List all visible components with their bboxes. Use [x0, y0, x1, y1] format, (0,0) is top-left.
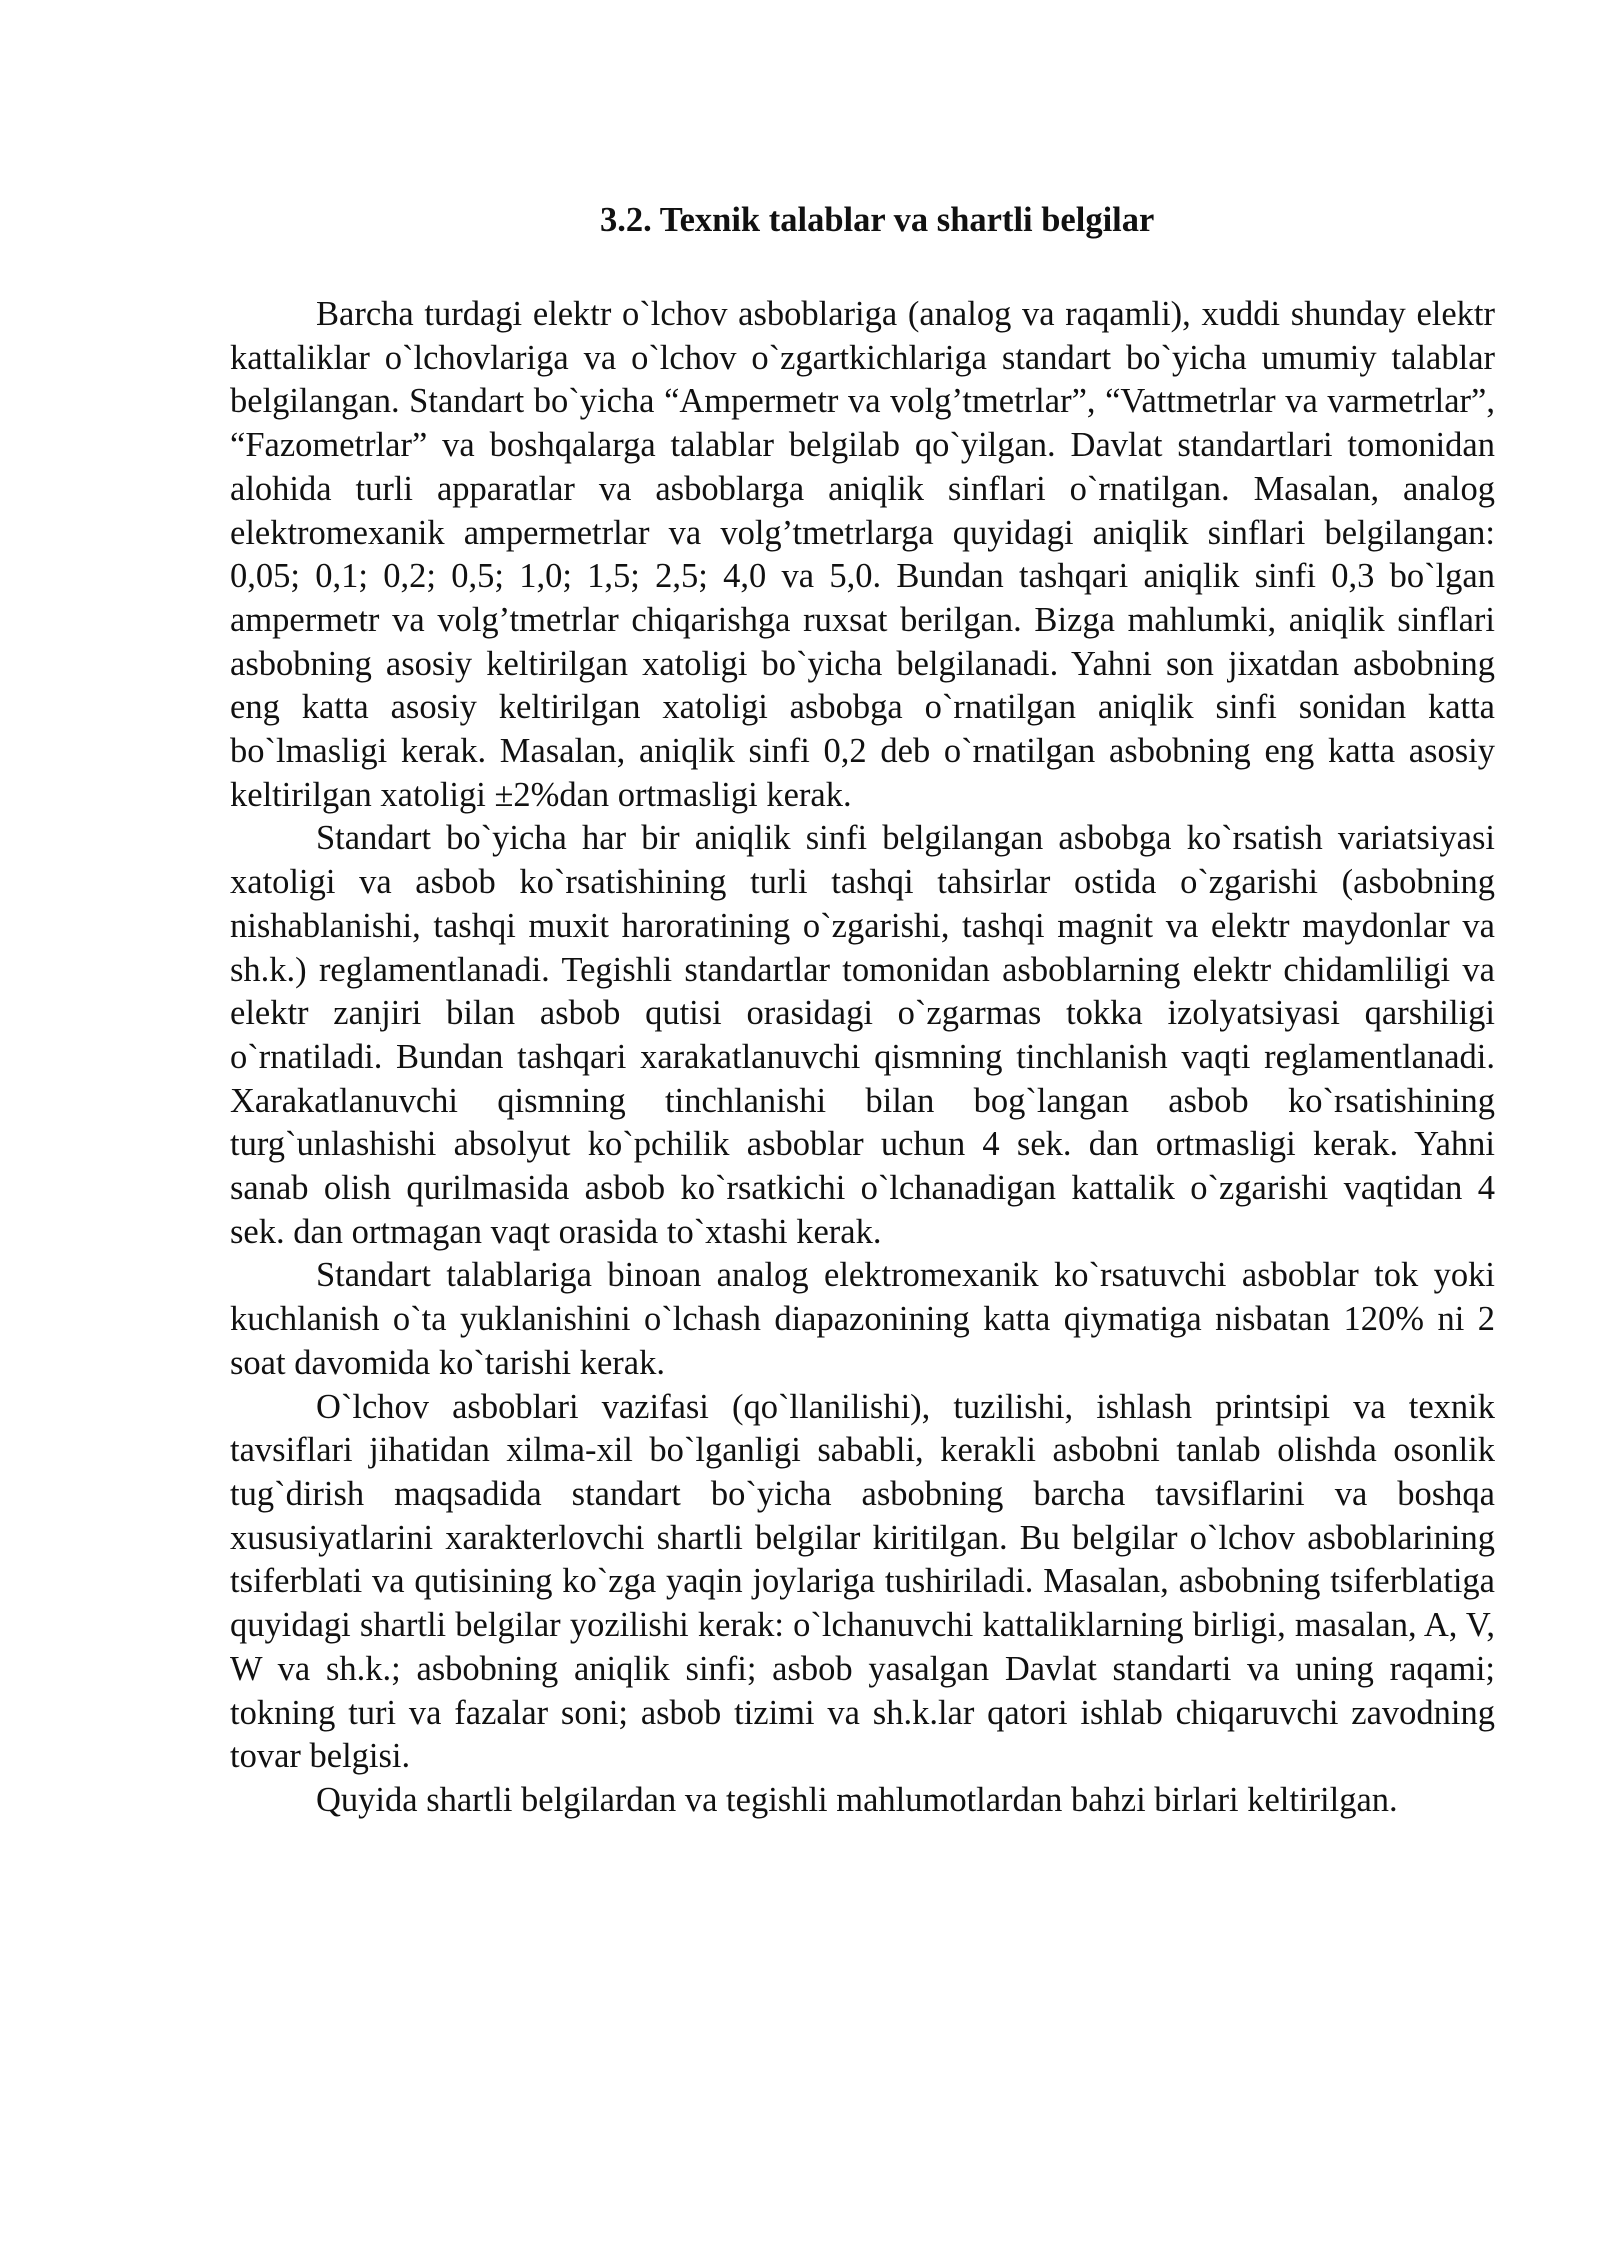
section-heading: 3.2. Texnik talablar va shartli belgilar	[600, 201, 1155, 239]
paragraph-overload: Standart talablariga binoan analog elektromexanik ko`rsatuvchi asboblar tok yoki kuchlanish o`ta yuklanishini o`lchash diapazonining katta qiymatiga nisbatan 120% ni 2 soat davomida ko`tarishi kerak.	[230, 1256, 1495, 1382]
paragraph-closing: Quyida shartli belgilardan va tegishli mahlumotlardan bahzi birlari keltirilgan.	[316, 1780, 1398, 1819]
document-page	[230, 190, 1495, 1823]
paragraph-variation-error: Standart bo`yicha har bir aniqlik sinfi belgilangan asbobga ko`rsatish variatsiyasi xatoligi va asbob ko`rsatishining turli tashqi tahsirlar ostida o`zgarishi (asbobning nishablanishi, tashqi muxit haroratining o`zgarishi, tashqi magnit va elektr maydonlar va sh.k.) reglamentlanadi. Tegishli standartlar tomonidan asboblarning elektr chidamliligi va elektr zanjiri bilan asbob qutisi orasidagi o`zgarmas tokka izolyatsiyasi qarshiligi o`rnatiladi. Bundan tashqari xarakatlanuvchi qismning tinchlanish vaqti reglamentlanadi. Xarakatlanuvchi qismning tinchlanishi bilan bog`langan asbob ko`rsatishining turg`unlashishi absolyut ko`pchilik asboblar uchun 4 sek. dan ortmasligi kerak. Yahni sanab olish qurilmasida asbob ko`rsatkichi o`lchanadigan kattalik o`zgarishi vaqtidan 4 sek. dan ortmagan vaqt orasida to`xtashi kerak.	[230, 819, 1495, 1251]
paragraph-accuracy-classes: Barcha turdagi elektr o`lchov asboblariga (analog va raqamli), xuddi shunday elektr kattaliklar o`lchovlariga va o`lchov o`zgartkichlariga standart bo`yicha umumiy talablar belgilangan. Standart bo`yicha “Ampermetr va volg’tmetrlar”, “Vattmetrlar va varmetrlar”, “Fazometrlar” va boshqalarga talablar belgilab qo`yilgan. Davlat standartlari tomonidan alohida turli apparatlar va asboblarga aniqlik sinflari o`rnatilgan. Masalan, analog elektromexanik ampermetrlar va volg’tmetrlarga quyidagi aniqlik sinflari belgilangan: 0,05; 0,1; 0,2; 0,5; 1,0; 1,5; 2,5; 4,0 va 5,0. Bundan tashqari aniqlik sinfi 0,3 bo`lgan ampermetr va volg’tmetrlar chiqarishga ruxsat berilgan. Bizga mahlumki, aniqlik sinflari asbobning asosiy keltirilgan xatoligi bo`yicha belgilanadi. Yahni son jixatdan asbobning eng katta asosiy keltirilgan xatoligi asbobga o`rnatilgan aniqlik sinfi sonidan katta bo`lmasligi kerak. Masalan, aniqlik sinfi 0,2 deb o`rnatilgan asbobning eng katta asosiy keltirilgan xatoligi ±2%dan ortmasligi kerak.	[230, 295, 1495, 814]
paragraph-conventional-signs: O`lchov asboblari vazifasi (qo`llanilishi), tuzilishi, ishlash printsipi va texnik tavsiflari jihatidan xilma-xil bo`lganligi sababli, kerakli asbobni tanlab olishda osonlik tug`dirish maqsadida standart bo`yicha asbobning barcha tavsiflarini va boshqa xususiyatlarini xarakterlovchi shartli belgilar kiritilgan. Bu belgilar o`lchov asboblarining tsiferblati va qutisining ko`zga yaqin joylariga tushiriladi. Masalan, asbobning tsiferblatiga quyidagi shartli belgilar yozilishi kerak: o`lchanuvchi kattaliklarning birligi, masalan, A, V, W va sh.k.; asbobning aniqlik sinfi; asbob yasalgan Davlat standarti va uning raqami; tokning turi va fazalar soni; asbob tizimi va sh.k.lar qatori ishlab chiqaruvchi zavodning tovar belgisi.	[230, 1387, 1495, 1776]
